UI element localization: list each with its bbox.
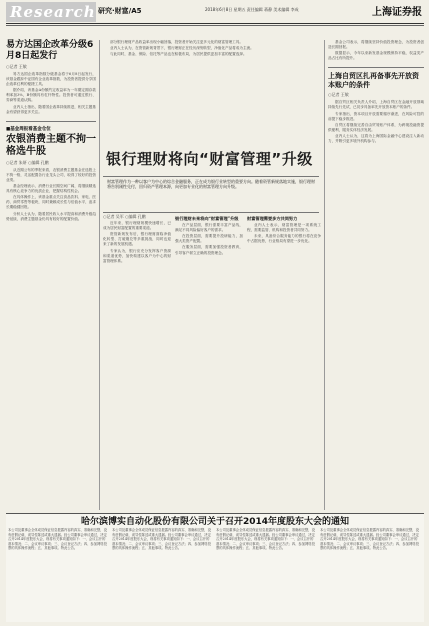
main-headline: 银行理财将向“财富管理”升级: [106, 150, 313, 168]
paragraph: 与此同时，基金、保险、信托等产品也在积极布局，为居民提供更加丰富的配置选择。: [110, 52, 247, 57]
paragraph: 分析人士认为，随着居民收入水平提高和消费升级趋势延续，消费主题基金仍具有较好的配置价值。: [6, 211, 96, 221]
left-column: [6, 40, 96, 223]
column-rule: [324, 40, 325, 510]
right-story-byline: ○记者 王敏: [328, 92, 349, 98]
right-story-title: 上海自贸区扎再备事先开放资本账户的条件: [328, 72, 419, 90]
main-col-1: [103, 214, 171, 265]
right-story-body: [328, 100, 424, 144]
paragraph: 业内人士认为，这将为上海国际金融中心建设注入新动力，并吸引更多境外机构参与。: [328, 133, 424, 144]
page-header: [0, 0, 429, 38]
paragraph: 基金经理表示，消费行业长期空间广阔，将继续精选具有核心竞争力的优质企业，把握结构性机会。: [6, 184, 96, 194]
header-rule: [6, 23, 424, 24]
story2-title: 农银消费主题不拘一格选牛股: [6, 133, 96, 157]
main-col-3: [247, 214, 321, 245]
paragraph: 数据显示，今年以来新发基金规模保持平稳，权益类产品占比有所提升。: [328, 51, 424, 61]
paragraph: 业内人士表示，财富管理是一项系统工程，需要监管、机构和投资者共同努力。: [247, 223, 321, 233]
paragraph: 在产品层面，银行需要丰富产品线，满足不同风险偏好客户的需求。: [175, 223, 243, 233]
paragraph: 近年来，银行理财规模快速增长，已成为居民财富配置的重要渠道。: [103, 221, 171, 231]
story1-title: 易方达国企改革分级6月8日起发行: [6, 40, 94, 61]
story1-byline: ○记者 王敏: [6, 64, 27, 69]
right-column: [328, 40, 424, 145]
main-byline: ○记者 吴军 ○编辑 孔鹏: [103, 214, 146, 219]
paragraph: 专家指出，资本项目开放需要循序渐进，在风险可控的前提下稳步推进。: [328, 111, 424, 121]
subhead: 银行理财未来将向“财富管理”升级: [175, 216, 239, 221]
announcement-col-4: 本公司及董事会全体成员保证信息披露内容的真实、准确和完整，没有虚假记载、误导性陈述或重大遗漏。经公司董事会审议通过，决定召开2014年度股东大会，现将有关事项通知如下：一、会议召开的基本情况；二、会议审议事项；三、会议登记方法；四、参加网络投票的具体操作流程；五、其他事项。特此公告。: [320, 528, 419, 551]
story2-byline: ○记者 朱妍 ○编辑 孔鹏: [6, 159, 49, 165]
paragraph: 未来，具备综合服务能力的银行将在竞争中占据优势，行业格局有望进一步优化。: [247, 234, 321, 244]
paragraph: 据介绍，该基金A份额约定收益率为一年期定期存款利率加3%，B份额具有杠杆特性。投资者可通过银行、券商等渠道认购。: [6, 88, 96, 103]
section-logo: Research: [6, 2, 96, 22]
story1-body: [6, 72, 96, 115]
paragraph: 专家认为，银行应充分发挥客户资源和渠道优势，加快构建以客户为中心的财富管理体系。: [103, 248, 171, 263]
section-title: 研究·财富/A5: [98, 7, 142, 15]
paragraph: 从近期公布的季报来看，农银消费主题基金在选股上不拘一格，灵活配置各行业龙头公司，取得了较好的投资业绩。: [6, 167, 96, 182]
header-rule-thin: [6, 25, 424, 26]
column-rule: [99, 40, 100, 510]
announcement-col-3: 本公司及董事会全体成员保证信息披露内容的真实、准确和完整，没有虚假记载、误导性陈述或重大遗漏。经公司董事会审议通过，决定召开2014年度股东大会，现将有关事项通知如下：一、会议召开的基本情况；二、会议审议事项；三、会议登记方法；四、参加网络投票的具体操作流程；五、其他事项。特此公告。: [216, 528, 315, 551]
divider: [328, 67, 424, 68]
center-top-text: [103, 40, 321, 110]
paragraph: 部分银行理财产品收益率出现小幅回落，投资者开始关注更多元化的财富管理工具。: [110, 40, 243, 44]
paragraph: 在投资层面，需要提升投研能力，加强大类资产配置。: [175, 234, 243, 244]
story2-kicker: ■基金周报看基金仓位: [6, 126, 51, 132]
announcement-col-1: 本公司及董事会全体成员保证信息披露内容的真实、准确和完整，没有虚假记载、误导性陈述或重大遗漏。经公司董事会审议通过，决定召开2014年度股东大会，现将有关事项通知如下：一、会议召开的基本情况；二、会议审议事项；三、会议登记方法；四、参加网络投票的具体操作流程；五、其他事项。特此公告。: [8, 528, 107, 551]
paragraph: 基金公司表示，将继续坚持价值投资理念，为投资者创造长期回报。: [328, 40, 424, 50]
announcement-title: 哈尔滨博实自动化股份有限公司关于召开2014年度股东大会的通知: [80, 517, 350, 527]
divider: [6, 121, 96, 122]
masthead: 上海证券报: [372, 7, 422, 18]
lead-text: 财富管理作为一种以客户为中心的综合金融服务，正在成为银行业转型的重要方向。随着资管新规落地实施，银行理财将告别刚性兑付，回归资产管理本源，向更加专业化的财富管理方向升级。: [107, 179, 315, 190]
issue-meta: 2018年6月8日 星期五 责任编辑 蒋静 美术编辑 李成: [205, 7, 299, 12]
story2-body: [6, 168, 96, 222]
paragraph: 在具体操作上，该基金重点关注食品饮料、家电、医药、商贸零售等板块，同时兼顾成长性与估值水平，追求长期稳健回报。: [6, 195, 96, 210]
paragraph: 易方达国企改革指数分级基金将于6月8日起发行，该基金跟踪中证国有企业改革指数，为投资者提供分享国企改革红利的便捷工具。: [6, 72, 96, 87]
paragraph: 资管新规发布后，银行理财面临净值化转型、打破刚兑等多重挑战，同时也迎来了新的发展机遇。: [103, 232, 171, 247]
subhead: 财富管理需要多方共同努力: [247, 216, 298, 221]
paragraph: 业内人士指出，随着国企改革持续推进，相关主题基金有望获得更多关注。: [6, 104, 96, 114]
paragraph: 自贸区将继续完善自由贸易账户体系，为跨境投融资提供便利，服务实体经济发展。: [328, 122, 424, 132]
lead-box: [103, 176, 319, 213]
main-col-2: [175, 214, 243, 257]
announcement-col-2: 本公司及董事会全体成员保证信息披露内容的真实、准确和完整，没有虚假记载、误导性陈述或重大遗漏。经公司董事会审议通过，决定召开2014年度股东大会，现将有关事项通知如下：一、会议召开的基本情况；二、会议审议事项；三、会议登记方法；四、参加网络投票的具体操作流程；五、其他事项。特此公告。: [112, 528, 211, 551]
paragraph: 据自贸区相关负责人介绍，上海自贸区在金融开放领域持续先行先试，已初步具备率先开放资本账户的条件。: [328, 100, 424, 110]
paragraph: 业内人士认为，在资管新规背景下，银行理财正在经历深刻转型，净值化产品将成为主流。: [110, 46, 254, 51]
right-top-text: [328, 40, 424, 61]
paragraph: 在服务层面，需要加强投资者教育，引导客户树立正确的投资理念。: [175, 245, 243, 255]
